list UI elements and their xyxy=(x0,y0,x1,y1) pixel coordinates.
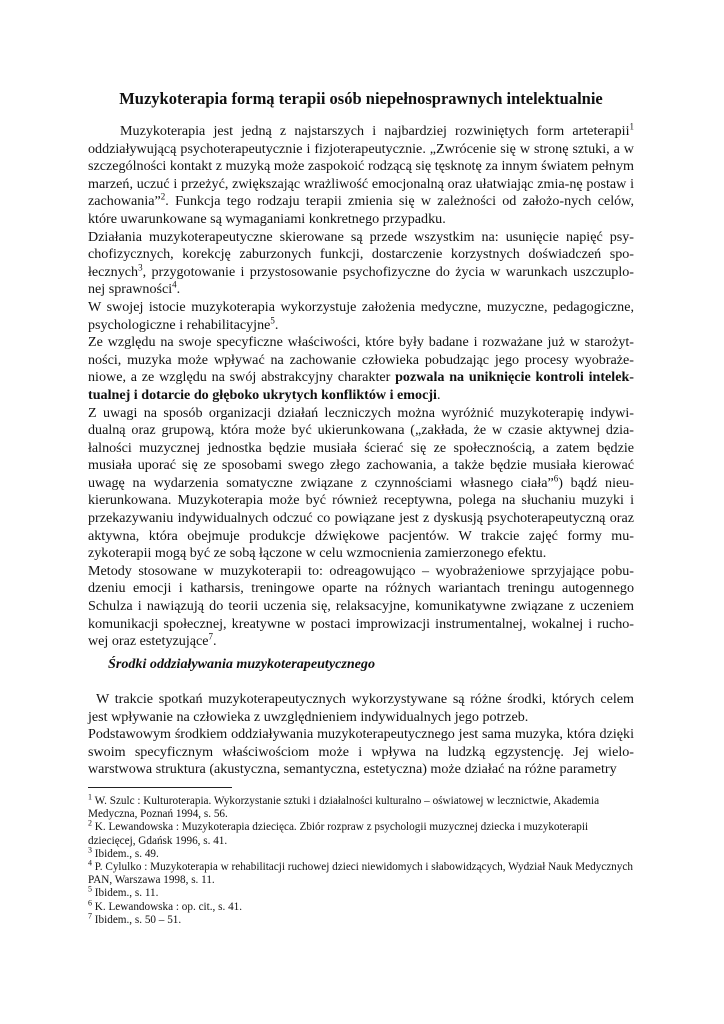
footnote-divider xyxy=(88,787,232,788)
paragraph-text: Działania muzykoterapeutyczne skierowane są przede wszystkim na: usunięcie napięć psy-chofizycznych, korekcję zaburzonych funkcji, dostarczenie korzystnych doświadczeń spo-łecznych xyxy=(88,228,634,280)
paragraph-text: Metody stosowane w muzykoterapii to: odreagowująco – wyobrażeniowe sprzyjające pobu-dzeniu emocji i katharsis, treningowe oparte na różnych wariantach treningu autogennego Schulza i nawiązują do teorii uczenia się, relaksacyjne, komunikatywne związane z uczeniem komunikacji społecznej, kreatywne w postaci improwizacji instrumentalnej, wokalnej i rucho-wej oraz estetyzujące xyxy=(88,562,634,650)
paragraph-text: . Funkcja tego rodzaju terapii zmienia się w zależności od założo-nych celów, które uwarunkowane są wymaganiami konkretnego przypadku. xyxy=(88,193,634,227)
paragraph-text: Z uwagi na sposób organizacji działań leczniczych można wyróżnić muzykoterapię indywi-dualną oraz grupową, która może być ukierunkowana („zakłada, że w czasie aktywnej dzia-łalności muzycznej jednostka będzie musiała ścierać się ze społecznością, a zatem będzie musiała uporać się ze sposobami swego złego zachowania, a także będzie musiała kierować uwagę na wydarzenia somatyczne związane z czynnościami własnego ciała” xyxy=(88,404,634,491)
paragraph-text: Muzykoterapia jest jedną z najstarszych i najbardziej rozwiniętych form arteterapii xyxy=(120,123,630,139)
footnote-ref: 2 xyxy=(160,191,166,202)
footnote-text: Ibidem., s. 49. xyxy=(92,847,159,860)
paragraph-text: . xyxy=(176,281,181,298)
footnote-ref: 5 xyxy=(270,314,275,325)
section-paragraph: Podstawowym środkiem oddziaływania muzykoterapeutycznego jest sama muzyka, która dzięki swoim specyficznym właściwościom może i wpływa na ludzką egzystencję. Jej wielo-warstwowa struktura (akustyczna, semantyczna, estetyczna) może działać na różne parametry xyxy=(88,726,634,778)
footnotes xyxy=(88,792,634,927)
document-title: Muzykoterapia formą terapii osób niepełnosprawnych intelektualnie xyxy=(119,89,603,108)
footnote-ref: 7 xyxy=(208,631,214,642)
section-paragraph: W trakcie spotkań muzykoterapeutycznych wykorzystywane są różne środki, których celem jest wpływanie na człowieka z uwzględnieniem indywidualnych jego potrzeb. xyxy=(88,691,634,725)
paragraph-essence xyxy=(88,299,634,334)
section-body xyxy=(88,691,634,779)
paragraph-text: ) bądź nieu-kierunkowana. Muzykoterapia może być również receptywna, polega na słuchaniu muzyki i przekazywaniu indywidualnych odczuć co powiązane jest z dyskusją psychoterapeutyczną oraz aktywna, która obejmuje produkcje dźwiękowe pacjentów. W trakcie zajęć formy mu-zykoterapii mogą być ze sobą łączone w celu wzmocnienia zamierzonego efektu. xyxy=(88,474,634,562)
paragraph-actions xyxy=(88,229,634,299)
paragraph-properties xyxy=(88,334,634,404)
footnote-text: K. Lewandowska : op. cit., s. 41. xyxy=(92,900,243,913)
footnote-number: 3 xyxy=(88,845,92,855)
paragraph-text: . xyxy=(436,386,441,403)
footnote-item xyxy=(88,792,634,821)
paragraph-text: . xyxy=(274,316,279,333)
paragraph-text: . xyxy=(213,633,217,650)
footnote-ref: 4 xyxy=(172,279,177,290)
footnote-number: 1 xyxy=(88,792,92,802)
paragraph-text: Ze względu na swoje specyficzne właściwości, które były badane i rozważane już w starożyt-ności, muzyka może wpływać na zachowanie człowieka pobudzając jego procesy wyobraże-niowe, a ze względu na swój abstrakcyjny charakter xyxy=(88,334,634,386)
bold-emphasis: pozwala na uniknięcie kontroli intelek-tualnej i dotarcie do głęboko ukrytych konfliktów i emocji xyxy=(88,369,634,403)
paragraph-text: oddziaływującą psychoterapeutycznie i fizjoterapeutycznie. „Zwrócenie się w stronę sztuki, a w szczególności kontakt z muzyką może zaspokoić rodzącą się tęsknotę za innym światem pełnym marzeń, uczuć i przeżyć, zwiększając wrażliwość emocjonalną oraz ułatwiając zmia-nę postaw i zachowania” xyxy=(88,140,634,210)
footnote-number: 5 xyxy=(88,884,92,894)
footnote-text: P. Cylulko : Muzykoterapia w rehabilitacji ruchowej dzieci niewidomych i słabowidzących, Wydział Nauk Medycznych PAN, Warszawa 1998, s. 11. xyxy=(88,861,633,887)
main-body xyxy=(88,123,634,651)
footnote-number: 7 xyxy=(88,911,92,921)
footnote-text: K. Lewandowska : Muzykoterapia dziecięca. Zbiór rozpraw z psychologii muzycznej dziecka i muzykoterapii dziecięcej, Gdańsk 1996, s. 41. xyxy=(88,821,589,847)
footnote-item xyxy=(88,858,634,887)
footnote-ref: 3 xyxy=(138,262,143,273)
paragraph-text: , przygotowanie i przystosowanie psychofizyczne do życia w warunkach uszczuplo-nej sprawności xyxy=(88,263,634,298)
footnote-item xyxy=(88,845,634,861)
section-heading: Środki oddziaływania muzykoterapeutycznego xyxy=(108,656,376,672)
paragraph-methods xyxy=(88,563,634,651)
footnote-text: W. Szulc : Kulturoterapia. Wykorzystanie sztuki i działalności kulturalno – oświatowej w lecznictwie, Akademia Medyczna, Poznań 1994, s. 56. xyxy=(88,795,600,821)
paragraph-organization xyxy=(88,405,634,563)
paragraph-intro xyxy=(88,123,634,229)
footnote-number: 6 xyxy=(88,897,92,907)
footnote-text: Ibidem., s. 50 – 51. xyxy=(92,913,182,926)
footnote-ref: 1 xyxy=(629,121,634,132)
footnote-text: Ibidem., s. 11. xyxy=(92,887,159,900)
footnote-item xyxy=(88,911,634,927)
footnote-number: 2 xyxy=(88,818,92,828)
paragraph-text: W swojej istocie muzykoterapia wykorzystuje założenia medyczne, muzyczne, pedagogiczne, psychologiczne i rehabilitacyjne xyxy=(88,298,634,333)
footnote-number: 4 xyxy=(88,858,92,868)
footnote-item xyxy=(88,897,634,914)
footnote-ref: 6 xyxy=(553,473,559,484)
footnote-item xyxy=(88,884,634,900)
footnote-item xyxy=(88,818,634,847)
